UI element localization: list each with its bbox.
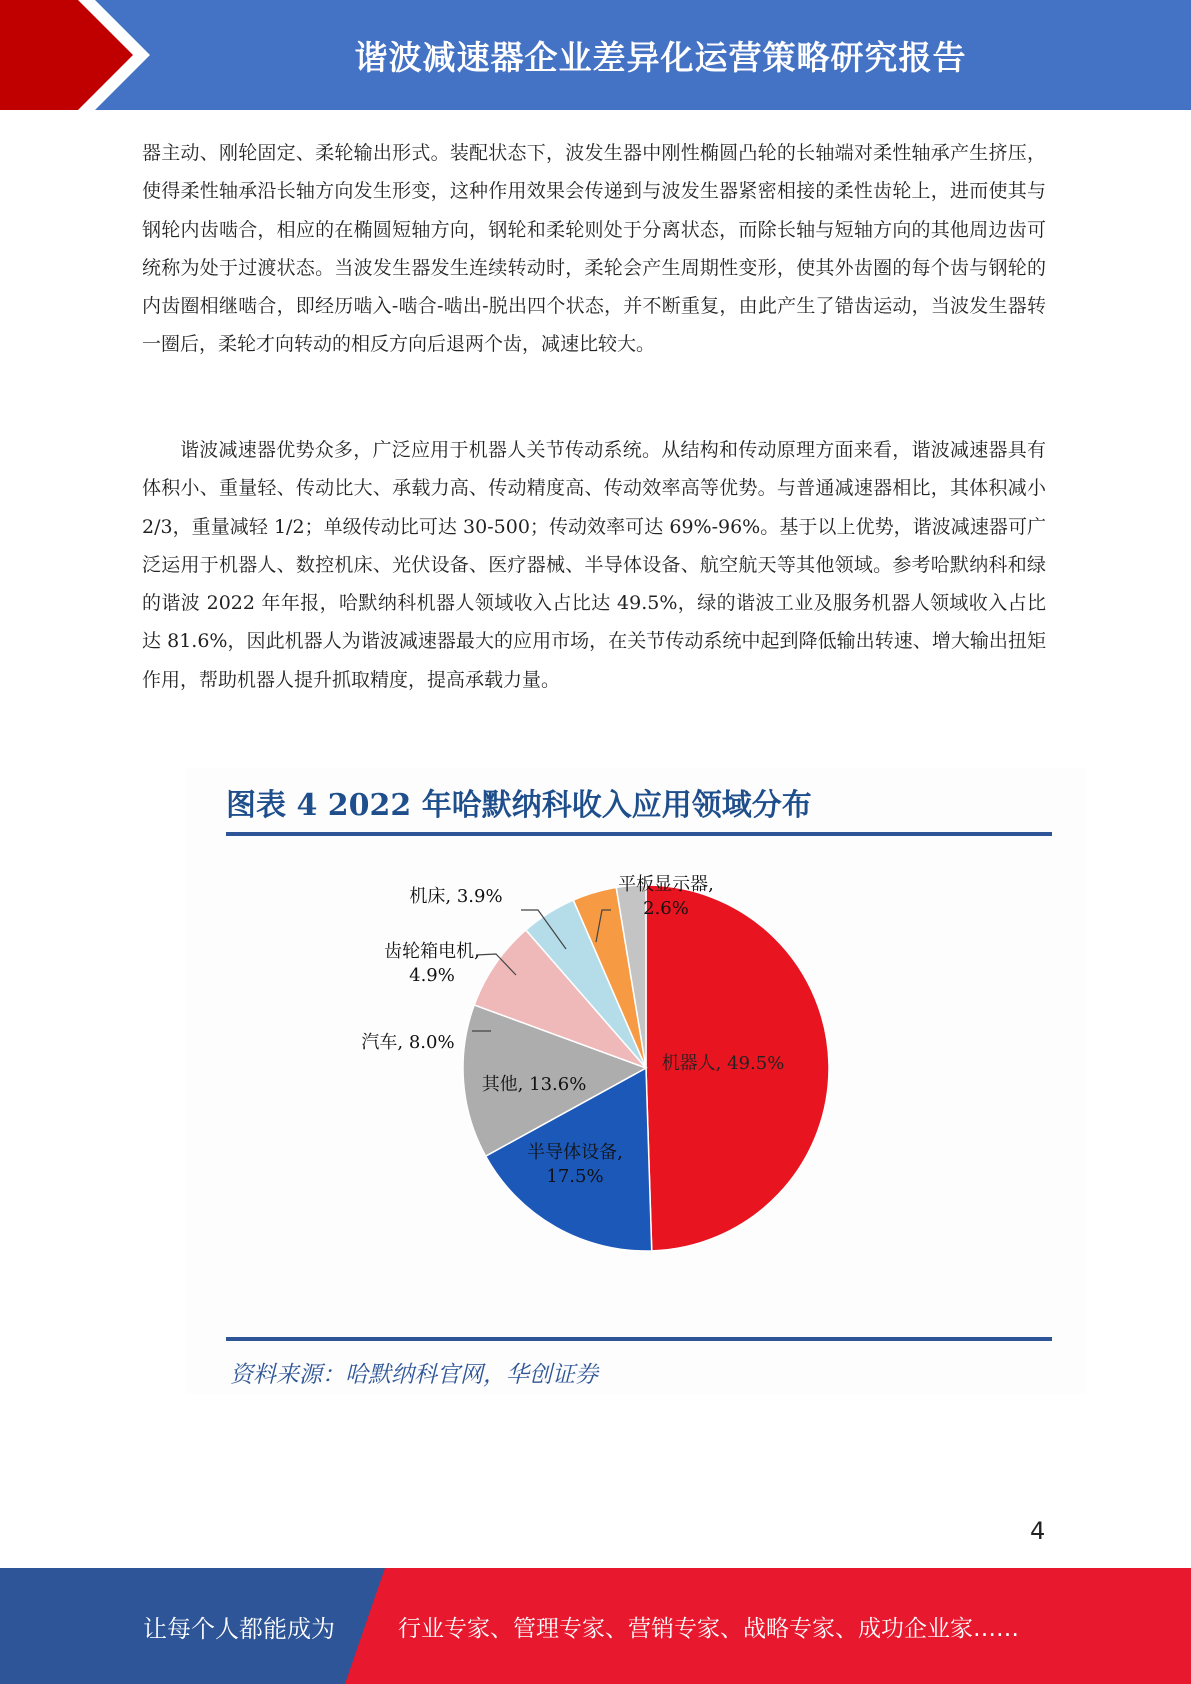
pie-label-5: 齿轮箱电机, 4.9% <box>384 941 480 986</box>
body-paragraph-1: 器主动、刚轮固定、柔轮输出形式。装配状态下，波发生器中刚性椭圆凸轮的长轴端对柔性轴承产生挤压，使得柔性轴承沿长轴方向发生形变，这种作用效果会传递到与波发生器紧密相接的柔性齿轮上，进而使其与钢轮内齿啮合，相应的在椭圆短轴方向，钢轮和柔轮则处于分离状态，而除长轴与短轴方向的其他周边齿可统称为处于过渡状态。当波发生器发生连续转动时，柔轮会产生周期性变形，使其外齿圈的每个齿与钢轮的内齿圈相继啮合，即经历啮入-啮合-啮出-脱出四个状态，并不断重复，由此产生了错齿运动，当波发生器转一圈后，柔轮才向转动的相反方向后退两个齿，减速比较大。 <box>142 142 1046 356</box>
pie-chart <box>186 838 1086 1333</box>
page-footer <box>0 1568 1191 1684</box>
figure-pie-chart <box>186 768 1086 1394</box>
pie-label-2: 半导体设备, 17.5% <box>527 1142 623 1187</box>
figure-source: 资料来源：哈默纳科官网，华创证券 <box>230 1362 598 1388</box>
header-title: 谐波减速器企业差异化运营策略研究报告 <box>354 37 967 77</box>
page-header <box>0 0 1191 110</box>
figure-bottom-rule <box>226 1337 1052 1341</box>
pie-label-3: 其他, 13.6% <box>481 1074 587 1095</box>
pie-label-7: 平板显示器, 2.6% <box>618 874 714 919</box>
pie-label-1: 机器人, 49.5% <box>661 1053 785 1074</box>
pie-label-4: 汽车, 8.0% <box>361 1032 455 1053</box>
page-number: 4 <box>1030 1517 1046 1545</box>
figure-top-rule <box>226 832 1052 836</box>
body-paragraph-2: 谐波减速器优势众多，广泛应用于机器人关节传动系统。从结构和传动原理方面来看，谐波减速器具有体积小、重量轻、传动比大、承载力高、传动精度高、传动效率高等优势。与普通减速器相比，其体积减小 2/3，重量减轻 1/2；单级传动比可达 30-500；传动效率可达 69%-96%。基于以上优势，谐波减速器可广泛运用于机器人、数控机床、光伏设备、医疗器械、半导体设备、航空航天等其他领域。参考哈默纳科和绿的谐波 2022 年年报，哈默纳科机器人领域收入占比达 49.5%，绿的谐波工业及服务机器人领域收入占比达 81.6%，因此机器人为谐波减速器最大的应用市场，在关节传动系统中起到降低输出转速、增大输出扭矩作用，帮助机器人提升抓取精度，提高承载力量。 <box>142 439 1046 691</box>
footer-slogan-right: 行业专家、管理专家、营销专家、战略专家、成功企业家…… <box>398 1615 1019 1642</box>
pie-label-6: 机床, 3.9% <box>409 886 503 907</box>
figure-title: 图表 4 2022 年哈默纳科收入应用领域分布 <box>226 788 812 823</box>
footer-slogan-left: 让每个人都能成为 <box>143 1614 335 1643</box>
